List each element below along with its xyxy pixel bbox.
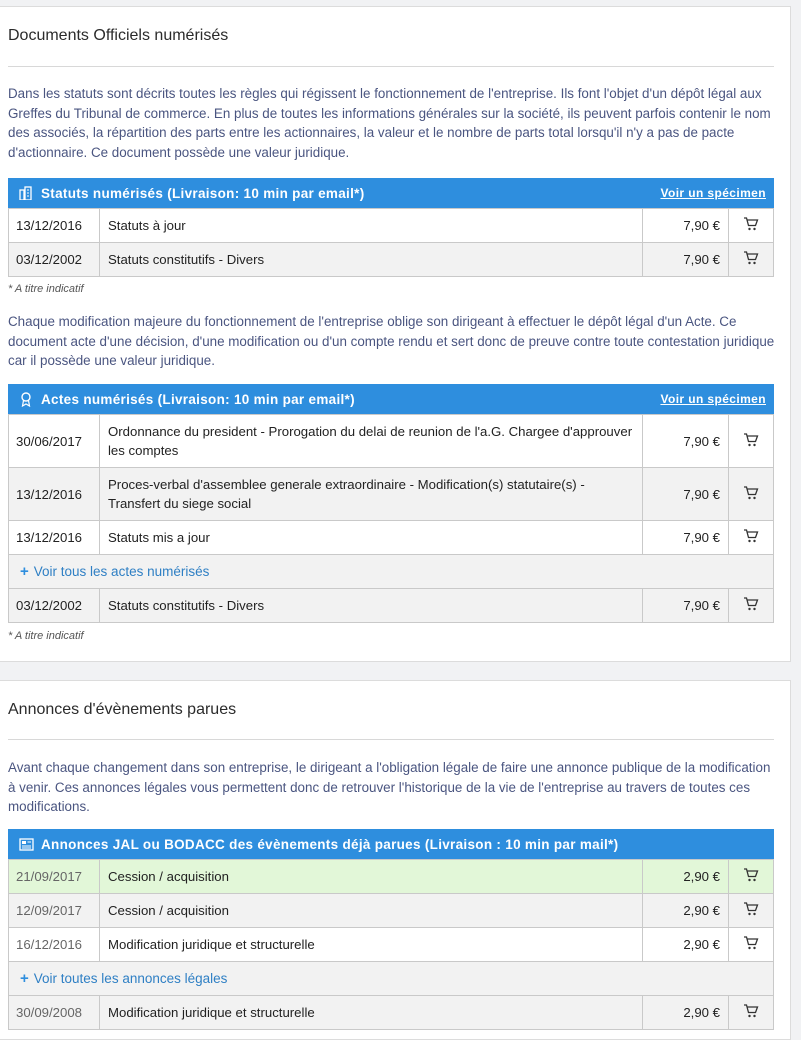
divider: [8, 66, 774, 67]
row-date: 13/12/2016: [9, 209, 100, 242]
row-date: 16/12/2016: [9, 928, 100, 961]
row-price: 7,90 €: [643, 521, 729, 554]
row-price: 7,90 €: [643, 415, 729, 467]
cart-icon: [743, 936, 759, 953]
cart-icon: [743, 486, 759, 503]
cart-icon: [743, 1004, 759, 1021]
voir-toutes-annonces-link[interactable]: [9, 961, 773, 995]
row-price: 7,90 €: [643, 209, 729, 242]
row-label: Modification juridique et structurelle: [100, 928, 643, 961]
cart-icon: [743, 217, 759, 234]
cart-icon: [743, 868, 759, 885]
row-date: 13/12/2016: [9, 521, 100, 554]
table-row: [9, 927, 773, 961]
row-date: 03/12/2002: [9, 589, 100, 622]
voir-specimen-link[interactable]: Voir un spécimen: [660, 186, 766, 200]
row-price: 2,90 €: [643, 860, 729, 893]
add-to-cart-button[interactable]: [729, 209, 773, 242]
building-icon: [18, 185, 34, 201]
row-label: Statuts à jour: [100, 209, 643, 242]
cart-icon: [743, 529, 759, 546]
row-date: 12/09/2017: [9, 894, 100, 927]
section-title: Annonces d'évènements parues: [8, 701, 237, 718]
divider: [8, 739, 774, 740]
add-to-cart-button[interactable]: [729, 415, 773, 467]
table-row: [9, 520, 773, 554]
add-to-cart-button[interactable]: [729, 589, 773, 622]
add-to-cart-button[interactable]: [729, 521, 773, 554]
row-date: 13/12/2016: [9, 468, 100, 520]
plus-icon: +: [20, 563, 29, 580]
award-icon: [18, 391, 34, 407]
documents-officiels-panel: [0, 6, 791, 662]
row-price: 7,90 €: [643, 468, 729, 520]
row-price: 2,90 €: [643, 928, 729, 961]
table-row: [9, 208, 773, 242]
row-label: Ordonnance du president - Prorogation du delai de reunion de l'a.G. Chargee d'approuver les comptes: [100, 415, 643, 467]
cart-icon: [743, 251, 759, 268]
indicative-note: * A titre indicatif: [8, 283, 84, 295]
annonces-panel: [0, 680, 791, 1040]
voir-toutes-annonces-label: Voir toutes les annonces légales: [33, 971, 228, 986]
cart-icon: [743, 433, 759, 450]
add-to-cart-button[interactable]: [729, 243, 773, 276]
statuts-table: [8, 178, 774, 277]
table-row: [9, 467, 773, 520]
statuts-description: Dans les statuts sont décrits toutes les règles qui régissent le fonctionnement de l'entreprise. Ils font l'objet d'un dépôt légal aux Greffes du Tribunal de commerce. En plus de toutes les informations générales sur la société, ils peuvent parfois contenir le nom des associés, la répartition des parts entre les actionnaires, la valeur et le nombre de parts total lorsqu'il n'y a pas de pacte d'actionnaire. Ce document possède une valeur juridique.: [8, 86, 771, 160]
table-row: [9, 588, 773, 622]
indicative-note: * A titre indicatif: [8, 630, 84, 642]
actes-table-title: Actes numérisés (Livraison: 10 min par email*): [41, 391, 355, 407]
voir-tous-actes-label: Voir tous les actes numérisés: [33, 564, 210, 579]
actes-table: [8, 384, 774, 623]
add-to-cart-button[interactable]: [729, 928, 773, 961]
row-price: 2,90 €: [643, 996, 729, 1029]
row-label: Statuts constitutifs - Divers: [100, 589, 643, 622]
table-row: [9, 893, 773, 927]
row-label: Statuts mis a jour: [100, 521, 643, 554]
newspaper-icon: [18, 836, 34, 852]
annonces-table: [8, 829, 774, 1030]
row-label: Cession / acquisition: [100, 894, 643, 927]
statuts-table-title: Statuts numérisés (Livraison: 10 min par email*): [41, 185, 365, 201]
add-to-cart-button[interactable]: [729, 996, 773, 1029]
row-date: 03/12/2002: [9, 243, 100, 276]
actes-table-header: [8, 384, 774, 414]
row-label: Modification juridique et structurelle: [100, 996, 643, 1029]
annonces-description: Avant chaque changement dans son entreprise, le dirigeant a l'obligation légale de faire une annonce publique de la modification à venir. Ces annonces légales vous permettent donc de retrouver l'historique de la vie de l'entreprise au travers de toutes ces modifications.: [8, 760, 771, 814]
section-title: Documents Officiels numérisés: [8, 27, 229, 44]
actes-description: Chaque modification majeure du fonctionnement de l'entreprise oblige son dirigeant à effectuer le dépôt légal d'un Acte. Ce document acte d'une décision, d'une modification ou d'un compte rendu et sert donc de preuve contre toute contestation juridique car il possède une valeur juridique.: [8, 314, 775, 368]
voir-specimen-link[interactable]: Voir un spécimen: [660, 392, 766, 406]
cart-icon: [743, 902, 759, 919]
add-to-cart-button[interactable]: [729, 894, 773, 927]
table-row: [9, 414, 773, 467]
statuts-table-header: [8, 178, 774, 208]
table-row: [9, 859, 773, 893]
plus-icon: +: [20, 970, 29, 987]
row-price: 7,90 €: [643, 589, 729, 622]
row-price: 7,90 €: [643, 243, 729, 276]
row-date: 21/09/2017: [9, 860, 100, 893]
row-date: 30/09/2008: [9, 996, 100, 1029]
row-price: 2,90 €: [643, 894, 729, 927]
voir-tous-actes-link[interactable]: [9, 554, 773, 588]
row-label: Proces-verbal d'assemblee generale extraordinaire - Modification(s) statutaire(s) - Transfert du siege social: [100, 468, 643, 520]
row-label: Cession / acquisition: [100, 860, 643, 893]
add-to-cart-button[interactable]: [729, 860, 773, 893]
cart-icon: [743, 597, 759, 614]
row-date: 30/06/2017: [9, 415, 100, 467]
row-label: Statuts constitutifs - Divers: [100, 243, 643, 276]
annonces-table-title: Annonces JAL ou BODACC des évènements déjà parues (Livraison : 10 min par mail*): [41, 836, 619, 852]
annonces-table-header: [8, 829, 774, 859]
add-to-cart-button[interactable]: [729, 468, 773, 520]
table-row: [9, 242, 773, 276]
